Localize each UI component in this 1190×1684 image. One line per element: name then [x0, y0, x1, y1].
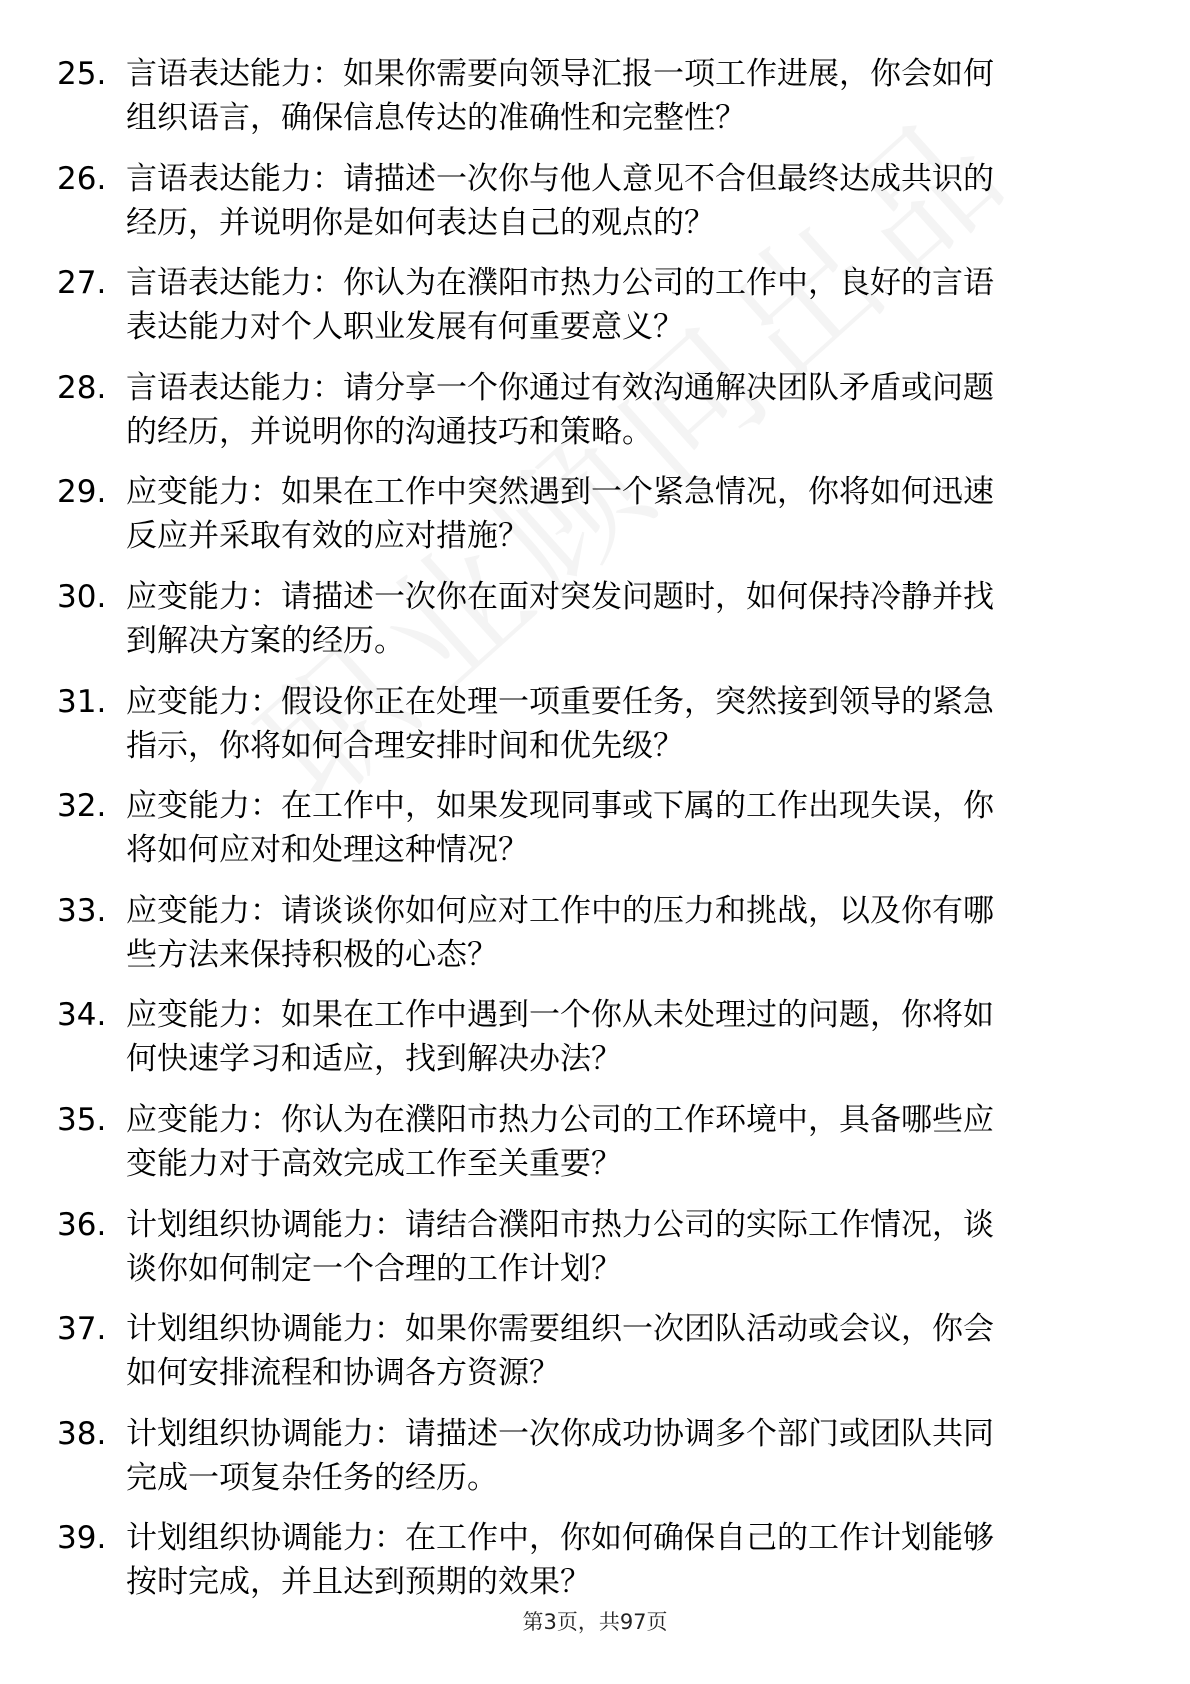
question-text-line: 变能力对于高效完成工作至关重要？	[126, 1145, 622, 1182]
question-text-line: 应变能力：在工作中，如果发现同事或下属的工作出现失误，你	[126, 788, 994, 825]
question-text	[126, 1098, 1117, 1186]
question-text	[126, 680, 1117, 768]
question-text-line: 何快速学习和适应，找到解决办法？	[126, 1041, 622, 1078]
question-number: 28.	[57, 369, 107, 406]
question-text	[126, 993, 1117, 1081]
question-text-line: 些方法来保持积极的心态？	[126, 936, 498, 973]
question-text-line: 将如何应对和处理这种情况？	[126, 832, 529, 869]
question-item	[57, 1307, 1117, 1402]
question-text	[126, 1412, 1117, 1500]
question-text-line: 计划组织协调能力：如果你需要组织一次团队活动或会议，你会	[126, 1311, 994, 1348]
question-number: 39.	[57, 1520, 107, 1557]
question-text-line: 计划组织协调能力：在工作中，你如何确保自己的工作计划能够	[126, 1520, 994, 1557]
question-number: 32.	[57, 788, 107, 825]
question-number: 25.	[57, 56, 107, 92]
question-item	[57, 575, 1117, 670]
question-text-line: 的经历，并说明你的沟通技巧和策略。	[126, 413, 653, 450]
question-item	[57, 261, 1117, 356]
question-number: 30.	[57, 578, 107, 615]
question-text-line: 谈你如何制定一个合理的工作计划？	[126, 1250, 622, 1287]
question-text	[126, 889, 1117, 977]
question-text-line: 如何安排流程和协调各方资源？	[126, 1355, 560, 1392]
question-item	[57, 1516, 1117, 1611]
question-number: 27.	[57, 265, 107, 302]
question-item	[57, 784, 1117, 879]
question-item	[57, 889, 1117, 984]
question-text-line: 言语表达能力：请描述一次你与他人意见不合但最终达成共识的	[126, 160, 994, 197]
question-item	[57, 52, 1117, 147]
question-text-line: 应变能力：如果在工作中突然遇到一个紧急情况，你将如何迅速	[126, 474, 994, 511]
question-text-line: 言语表达能力：请分享一个你通过有效沟通解决团队矛盾或问题	[126, 369, 994, 406]
question-text-line: 指示，你将如何合理安排时间和优先级？	[126, 727, 684, 764]
question-text-line: 计划组织协调能力：请描述一次你成功协调多个部门或团队共同	[126, 1415, 994, 1452]
question-text	[126, 1203, 1117, 1291]
question-number: 36.	[57, 1206, 107, 1243]
question-number: 35.	[57, 1101, 107, 1138]
question-text-line: 计划组织协调能力：请结合濮阳市热力公司的实际工作情况，谈	[126, 1206, 994, 1243]
question-list	[57, 52, 1117, 1621]
question-item	[57, 157, 1117, 252]
question-text-line: 应变能力：请描述一次你在面对突发问题时，如何保持冷静并找	[126, 578, 994, 615]
question-item	[57, 470, 1117, 565]
question-item	[57, 1412, 1117, 1507]
question-text-line: 到解决方案的经历。	[126, 622, 405, 659]
question-text	[126, 470, 1117, 558]
question-text-line: 反应并采取有效的应对措施？	[126, 518, 529, 555]
page-footer	[0, 1608, 1190, 1636]
question-text	[126, 575, 1117, 663]
question-text-line: 应变能力：假设你正在处理一项重要任务，突然接到领导的紧急	[126, 683, 994, 720]
question-text	[126, 1307, 1117, 1395]
question-text-line: 按时完成，并且达到预期的效果？	[126, 1564, 591, 1601]
question-text-line: 应变能力：请谈谈你如何应对工作中的压力和挑战，以及你有哪	[126, 892, 994, 929]
question-number: 29.	[57, 474, 107, 511]
question-number: 38.	[57, 1415, 107, 1452]
question-item	[57, 680, 1117, 775]
question-text-line: 组织语言，确保信息传达的准确性和完整性？	[126, 100, 746, 136]
question-item	[57, 993, 1117, 1088]
question-number: 31.	[57, 683, 107, 720]
question-text-line: 应变能力：你认为在濮阳市热力公司的工作环境中，具备哪些应	[126, 1101, 994, 1138]
question-number: 37.	[57, 1311, 107, 1348]
question-text	[126, 366, 1117, 454]
question-text	[126, 157, 1117, 245]
question-text	[126, 261, 1117, 349]
question-text-line: 言语表达能力：你认为在濮阳市热力公司的工作中，良好的言语	[126, 265, 994, 302]
question-item	[57, 1203, 1117, 1298]
page-indicator: 第3页，共97页	[522, 1610, 668, 1634]
question-item	[57, 366, 1117, 461]
question-number: 33.	[57, 892, 107, 929]
question-text-line: 应变能力：如果在工作中遇到一个你从未处理过的问题，你将如	[126, 997, 994, 1034]
question-text-line: 表达能力对个人职业发展有何重要意义？	[126, 309, 684, 346]
question-text-line: 经历，并说明你是如何表达自己的观点的？	[126, 204, 715, 241]
question-text-line: 言语表达能力：如果你需要向领导汇报一项工作进展，你会如何	[126, 56, 994, 92]
question-number: 26.	[57, 160, 107, 197]
question-text	[126, 52, 1117, 140]
question-text	[126, 1516, 1117, 1604]
question-text-line: 完成一项复杂任务的经历。	[126, 1459, 498, 1496]
question-text	[126, 784, 1117, 872]
question-item	[57, 1098, 1117, 1193]
question-number: 34.	[57, 997, 107, 1034]
